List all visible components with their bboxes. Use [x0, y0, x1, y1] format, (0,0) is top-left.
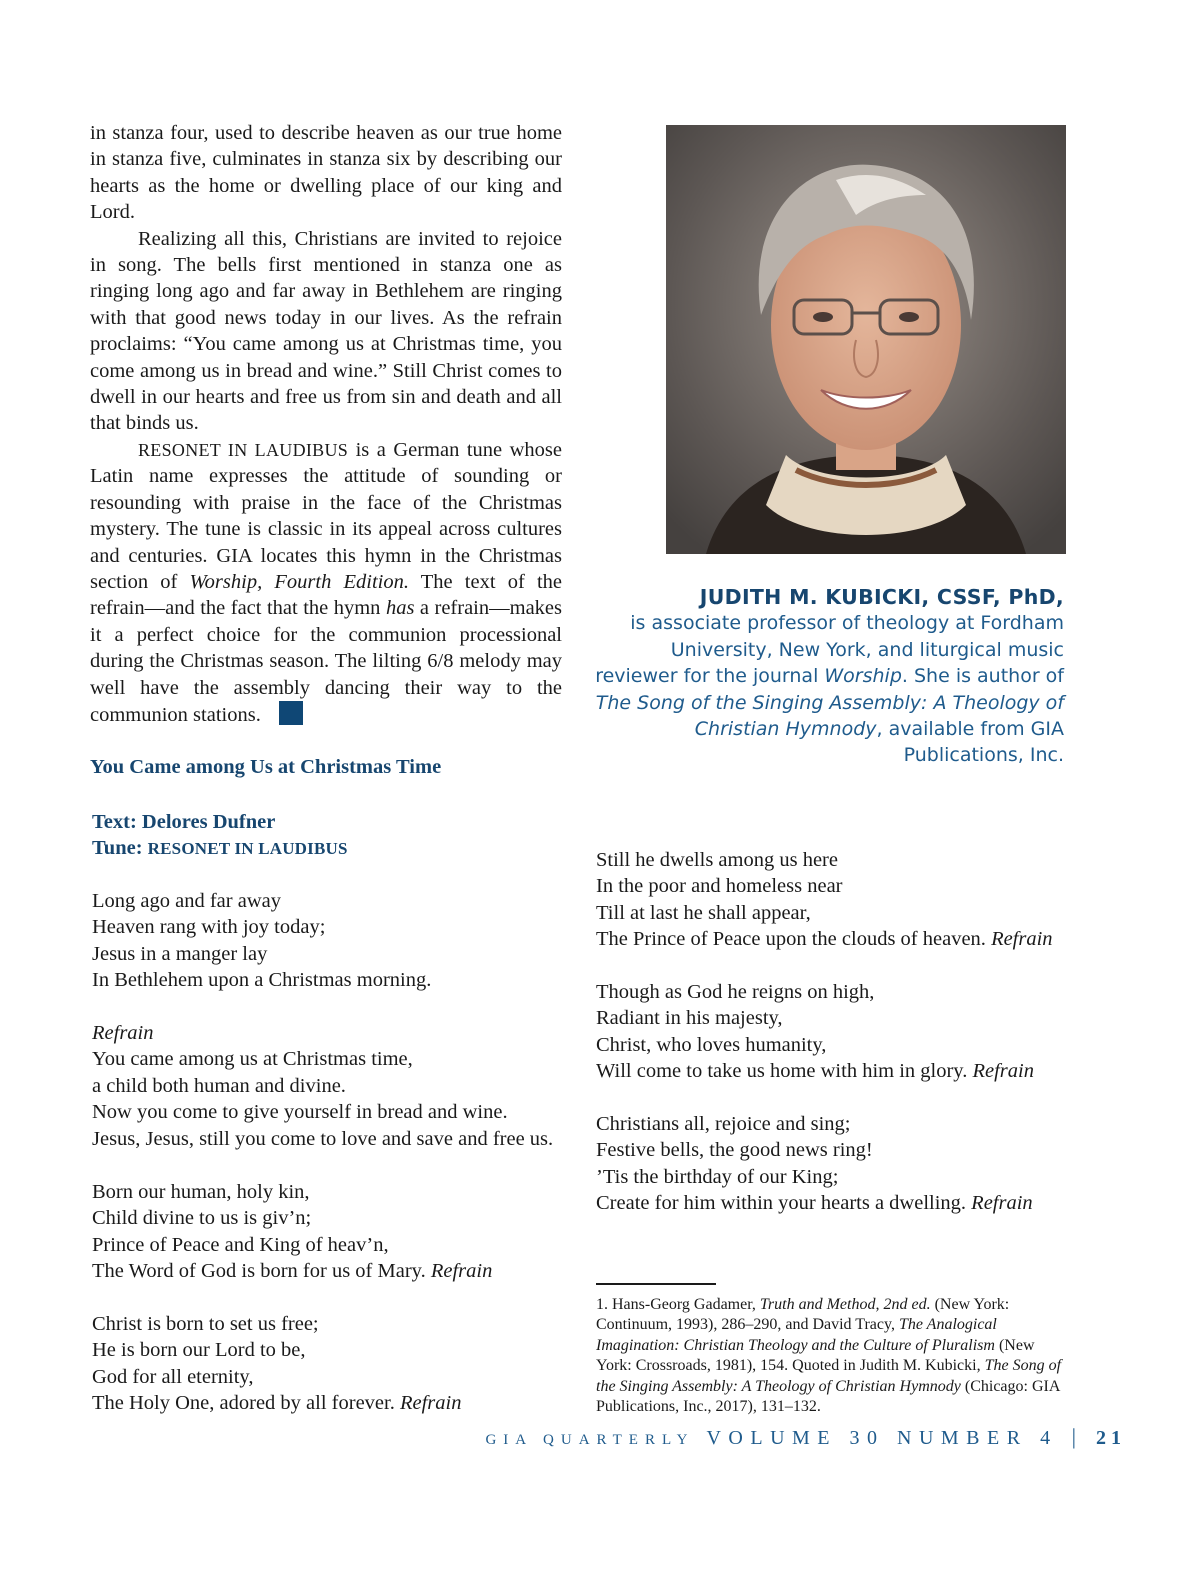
- author-portrait-photo: [666, 125, 1066, 554]
- author-bio: [594, 584, 1064, 769]
- tune-name-smallcaps: RESONET IN LAUDIBUS: [138, 439, 349, 460]
- text-credit: Text: Delores Dufner: [92, 811, 276, 833]
- issue-volume: VOLUME 30 NUMBER 4: [706, 1427, 1058, 1449]
- article-paragraph-1: in stanza four, used to describe heaven as our true home in stanza five, culminates in stanza six by describing our hearts as the home or dwelling place of our king and Lord.: [90, 122, 562, 224]
- stanza-1: Long ago and far away Heaven rang with joy today; Jesus in a manger lay In Bethlehem upon a Christmas morning.: [92, 890, 432, 992]
- article-paragraph-2: Realizing all this, Christians are invited to rejoice in song. The bells first mentioned in stanza one as ringing long ago and far away in Bethlehem are ringing with that good news today in our lives. As the refrain proclaims: “You came among us at Christmas time, you come among us in bread and wine.” Still Christ comes to dwell in our hearts and free us from sin and death and all that binds us.: [90, 227, 562, 435]
- stanza-4: Still he dwells among us here In the poor and homeless near Till at last he shall appear, The Prince of Peace upon the clouds of heaven. Refrain: [596, 849, 1053, 951]
- stanza-2: Born our human, holy kin, Child divine to us is giv’n; Prince of Peace and King of heav’n, The Word of God is born for us of Mary. Refrain: [92, 1181, 493, 1283]
- hymn-credits: [92, 809, 348, 862]
- author-book-title: The Song of the Singing Assembly: A Theology of Christian Hymnody: [595, 691, 1064, 741]
- stanza-5: Though as God he reigns on high, Radiant in his majesty, Christ, who loves humanity, Will come to take us home with him in glory. Refrain: [596, 981, 1034, 1083]
- end-of-article-mark: [279, 701, 303, 725]
- article-column: [90, 120, 562, 728]
- article-paragraph-3: RESONET IN LAUDIBUS is a German tune whose Latin name expresses the attitude of sounding or resounding with praise in the face of the Christmas mystery. The tune is classic in its appeal across cultures and centuries. GIA locates this hymn in the Christmas section of Worship, Fourth Edition. The text of the refrain—and the fact that the hymn has a refrain—makes it a perfect choice for the communion processional during the Christmas season. The lilting 6/8 melody may well have the assembly dancing their way to the communion stations.: [90, 438, 563, 726]
- footnote-divider: [596, 1283, 716, 1285]
- footnote: 1. Hans-Georg Gadamer, Truth and Method, 2nd ed. (New York: Continuum, 1993), 286–290, and David Tracy, The Analogical Imagination: Christian Theology and the Culture of Pluralism (New York: Crossroads, 1981), 154. Quoted in Judith M. Kubicki, The Song of the Singing Assembly: A Theology of Christian Hymnody (Chicago: GIA Publications, Inc., 2017), 131–132.: [596, 1296, 1062, 1416]
- tune-credit: Tune: RESONET IN LAUDIBUS: [92, 837, 348, 859]
- refrain-cue: Refrain: [971, 1192, 1033, 1215]
- hymn-title: You Came among Us at Christmas Time: [90, 756, 442, 778]
- magazine-name: GIA QUARTERLY: [485, 1432, 695, 1448]
- page-number: 21: [1096, 1427, 1126, 1449]
- portrait-illustration: [666, 125, 1066, 554]
- stanza-6: Christians all, rejoice and sing; Festive bells, the good news ring! ’Tis the birthday of our King; Create for him within your hearts a dwelling. Refrain: [596, 1113, 1033, 1215]
- footer-separator: |: [1071, 1424, 1076, 1449]
- author-name: JUDITH M. KUBICKI, CSSF, PhD,: [699, 585, 1064, 609]
- book-title: Worship, Fourth Edition.: [189, 570, 409, 593]
- page-footer: [485, 1424, 1126, 1450]
- refrain-cue: Refrain: [430, 1260, 493, 1283]
- refrain-cue: Refrain: [399, 1392, 462, 1415]
- refrain-block: Refrain You came among us at Christmas time, a child both human and divine. Now you come to give yourself in bread and wine. Jesus, Jesus, still you come to love and save and free us.: [92, 1022, 554, 1150]
- refrain-cue: Refrain: [972, 1060, 1034, 1083]
- refrain-cue: Refrain: [991, 928, 1053, 951]
- refrain-heading: Refrain: [92, 1022, 154, 1044]
- stanza-3: Christ is born to set us free; He is born our Lord to be, God for all eternity, The Holy One, adored by all forever. Refrain: [92, 1313, 462, 1415]
- author-bio-text: is associate professor of theology at Fordham University, New York, and liturgical music reviewer for the journal Worship. She is author of The Song of the Singing Assembly: A Theology of Christian Hymnody, available from GIA Publications, Inc.: [595, 612, 1064, 767]
